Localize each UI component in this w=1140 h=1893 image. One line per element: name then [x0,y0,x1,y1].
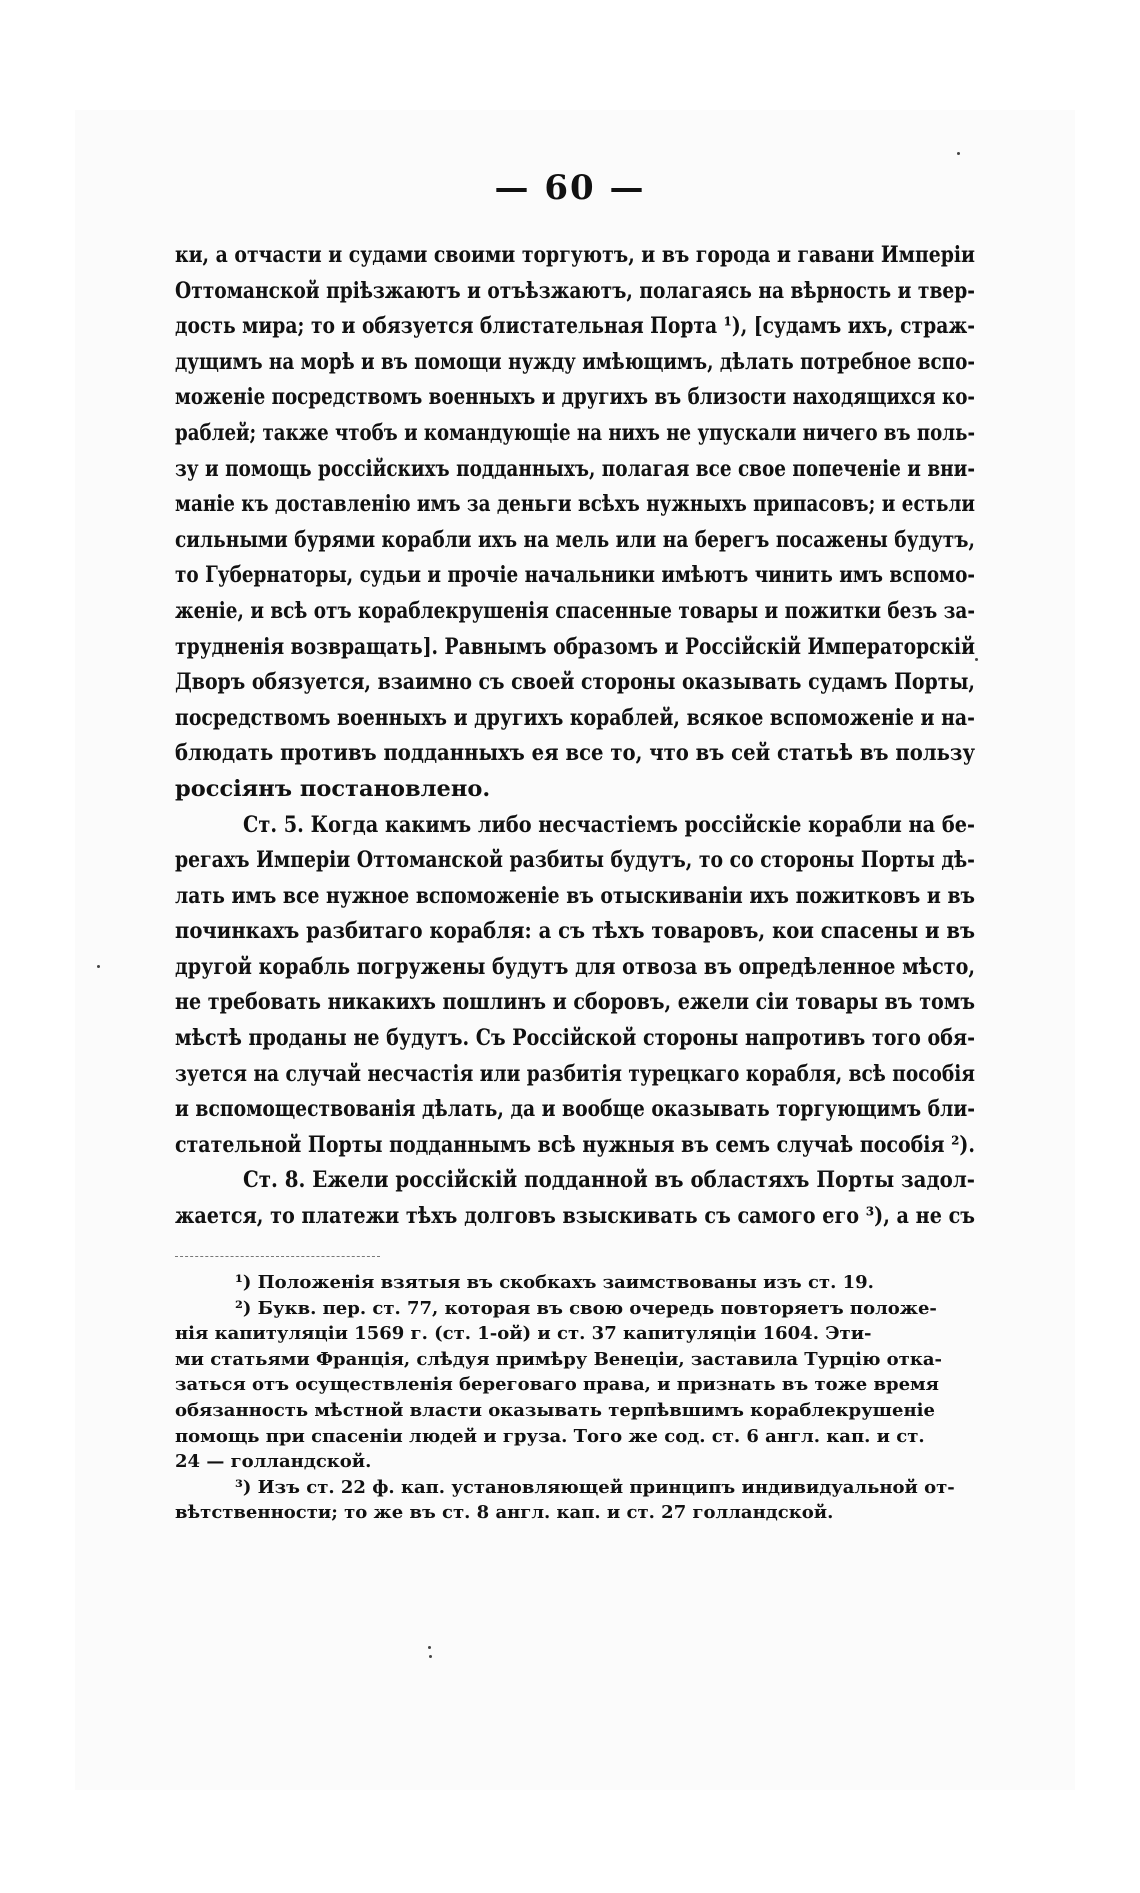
body-line: то Губернаторы, судьи и прочіе начальники имѣютъ чинить имъ вспомо- [175,562,975,589]
body-line: и вспомоществованія дѣлать, да и вообще оказывать торгующимъ бли- [175,1096,975,1123]
body-line: зу и помощь россійскихъ подданныхъ, полагая все свое попеченіе и вни- [175,455,975,482]
body-line: другой корабль погружены будутъ для отвоза въ опредѣленное мѣсто, [175,953,975,980]
body-line: зуется на случай несчастія или разбитія турецкаго корабля, всѣ пособія [175,1060,975,1087]
body-line: раблей; также чтобъ и командующіе на нихъ не упускали ничего въ поль- [175,419,975,446]
scan-speck [429,1655,432,1658]
body-line: маніе къ доставленію имъ за деньги всѣхъ нужныхъ припасовъ; и естьли [175,491,975,518]
footnote-line: заться отъ осуществленія береговаго права, и признать въ тоже время [175,1374,939,1396]
footnote-line: ³) Изъ ст. 22 ф. кап. установляющей принципъ индивидуальной от- [235,1476,955,1498]
footnote-line: обязанность мѣстной власти оказывать терпѣвшимъ кораблекрушеніе [175,1399,935,1421]
body-line: стательной Порты подданнымъ всѣ нужныя въ семъ случаѣ пособія ²). [175,1131,975,1158]
body-line: Дворъ обязуется, взаимно съ своей стороны оказывать судамъ Порты, [175,669,975,696]
footnotes [175,1270,975,1526]
footnote-separator [175,1256,380,1257]
footnote-line: помощь при спасеніи людей и груза. Того же сод. ст. 6 англ. кап. и ст. [175,1425,925,1447]
footnote-line: нія капитуляціи 1569 г. (ст. 1-ой) и ст. 37 капитуляціи 1604. Эти- [175,1323,872,1345]
body-line: сильными бурями корабли ихъ на мель или на берегъ посажены будутъ, [175,526,975,553]
body-line: блюдать противъ подданныхъ ея все то, что въ сей статьѣ въ пользу [175,740,975,767]
body-line: россіянъ постановлено. [175,775,491,802]
body-line: Ст. 8. Ежели россійскій подданной въ областяхъ Порты задол- [243,1167,975,1194]
scan-speck [957,152,960,155]
body-line: трудненія возвращать]. Равнымъ образомъ и Россійскій Императорскій [175,633,975,660]
body-line: дость мира; то и обязуется блистательная Порта ¹), [судамъ ихъ, страж- [175,313,975,340]
body-line: Ст. 5. Когда какимъ либо несчастіемъ россійскіе корабли на бе- [243,811,975,838]
body-line: дущимъ на морѣ и въ помощи нужду имѣющимъ, дѣлать потребное вспо- [175,348,975,375]
body-line: женіе, и всѣ отъ кораблекрушенія спасенные товары и пожитки безъ за- [175,597,975,624]
footnote-line: ми статьями Франція, слѣдуя примѣру Венеціи, заставила Турцію отка- [175,1348,942,1370]
footnote-line: ¹) Положенія взятыя въ скобкахъ заимствованы изъ ст. 19. [235,1272,874,1293]
body-line: лать имъ все нужное вспоможеніе въ отыскиваніи ихъ пожитковъ и въ [175,882,975,909]
footnote-line: 24 — голландской. [175,1451,372,1473]
footnote-line: ²) Букв. пер. ст. 77, которая въ свою очередь повторяетъ положе- [235,1297,937,1319]
body-line: ки, а отчасти и судами своими торгуютъ, и въ города и гавани Имперіи [175,242,975,268]
page-number: — 60 — [494,168,646,208]
body-line: жается, то платежи тѣхъ долговъ взыскивать съ самого его ³), а не съ [175,1203,975,1230]
body-line: не требовать никакихъ пошлинъ и сборовъ, ежели сіи товары въ томъ [175,989,975,1016]
body-line: посредствомъ военныхъ и другихъ кораблей, всякое вспоможеніе и на- [175,704,975,731]
body-line: мѣстѣ проданы не будутъ. Съ Россійской стороны напротивъ того обя- [175,1025,975,1052]
footnote-line: вѣтственности; то же въ ст. 8 англ. кап. и ст. 27 голландской. [175,1502,834,1524]
scan-speck [975,658,978,661]
body-line: починкахъ разбитаго корабля: а съ тѣхъ товаровъ, кои спасены и въ [175,918,975,945]
body-line: Оттоманской пріѣзжаютъ и отъѣзжаютъ, полагаясь на вѣрность и твер- [175,277,975,304]
body-text [175,238,975,1235]
body-line: моженіе посредствомъ военныхъ и другихъ въ близости находящихся ко- [175,384,975,411]
scan-speck [428,1646,431,1649]
body-line: регахъ Имперіи Оттоманской разбиты будутъ, то со стороны Порты дѣ- [175,847,975,874]
scan-speck [97,965,100,968]
